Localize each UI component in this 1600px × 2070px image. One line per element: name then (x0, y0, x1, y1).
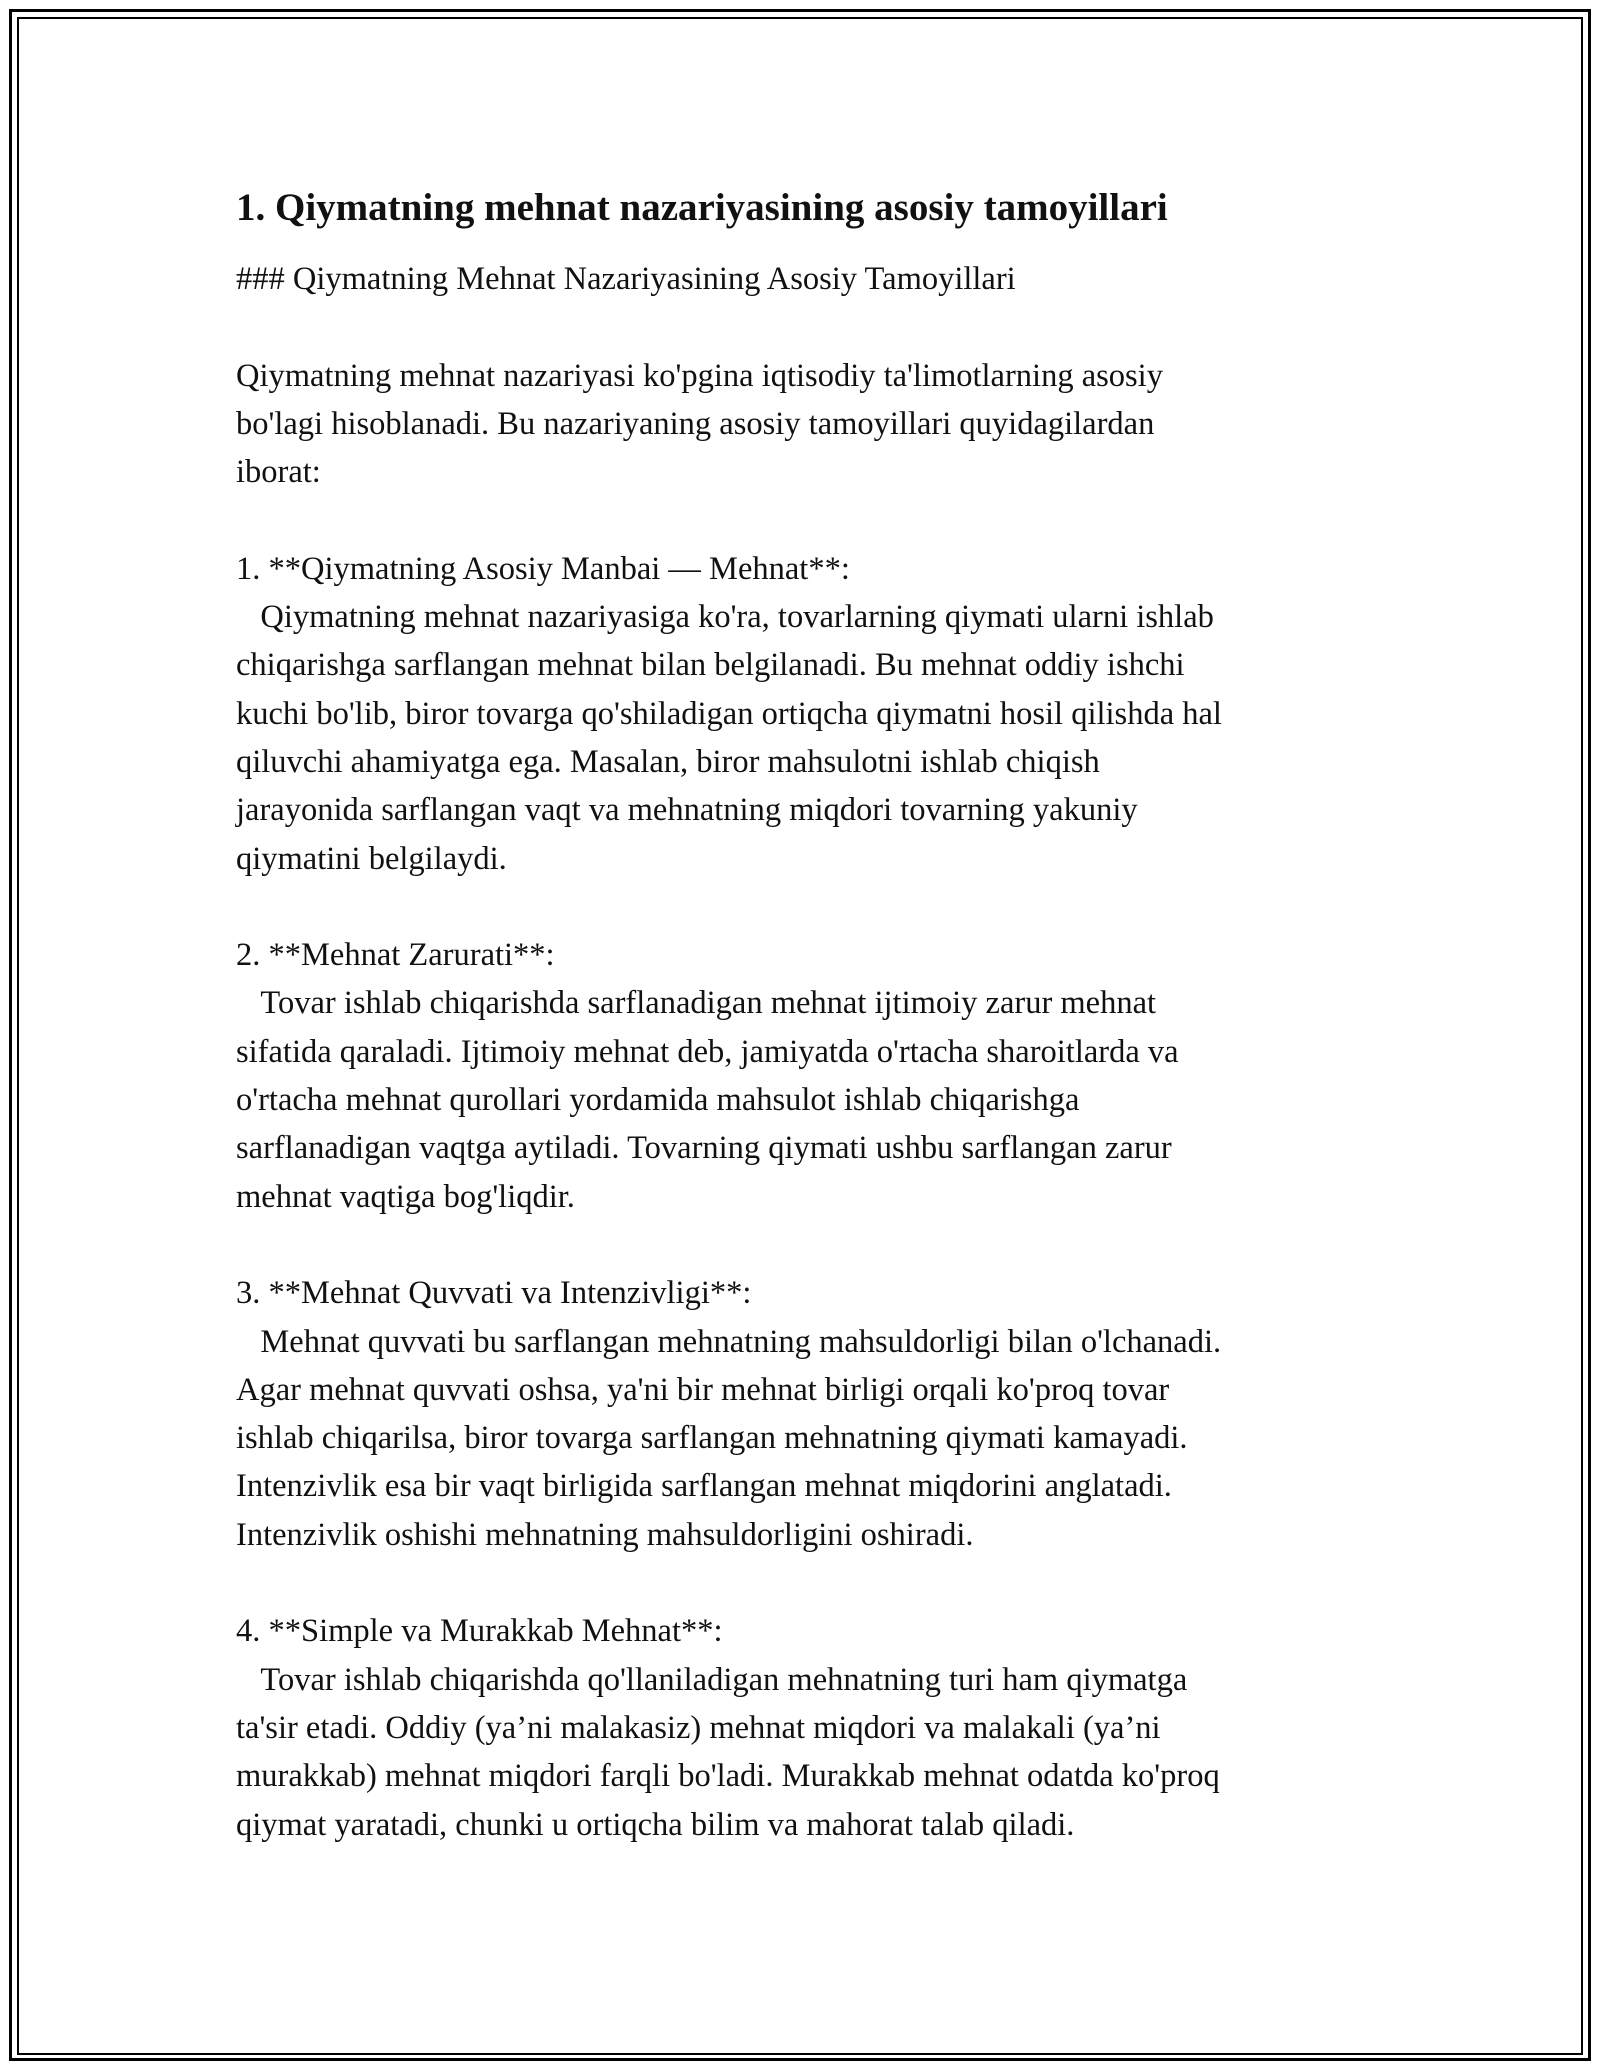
list-item (236, 545, 1366, 883)
list-item-text: Tovar ishlab chiqarishda sarflanadigan mehnat ijtimoiy zarur mehnat sifatida qaraladi. Ijtimoiy mehnat deb, jamiyatda o'rtacha sharoitlarda va o'rtacha mehnat qurollari yordamida mahsulot ishlab chiqarishga sarflanadigan vaqtga aytiladi. Tovarning qiymati ushbu sarflangan zarur mehnat vaqtiga bog'liqdir. (236, 985, 1179, 1215)
list-item-heading: 4. **Simple va Murakkab Mehnat**: (236, 1613, 723, 1650)
list-item-text: Qiymatning mehnat nazariyasiga ko'ra, tovarlarning qiymati ularni ishlab chiqarishga sarflangan mehnat bilan belgilanadi. Bu mehnat oddiy ishchi kuchi bo'lib, biror tovarga qo'shiladigan ortiqcha qiymatni hosil qilishda hal qiluvchi ahamiyatga ega. Masalan, biror mahsulotni ishlab chiqish jarayonida sarflangan vaqt va mehnatning miqdori tovarning yakuniy qiymatini belgilaydi. (236, 599, 1222, 877)
list-item-heading: 2. **Mehnat Zarurati**: (236, 937, 555, 974)
list-item (236, 1269, 1366, 1559)
list-item (236, 931, 1366, 1221)
document-title: 1. Qiymatning mehnat nazariyasining asosiy tamoyillari (236, 186, 1168, 229)
list-item (236, 1607, 1366, 1848)
intro-paragraph: Qiymatning mehnat nazariyasi ko'pgina iqtisodiy ta'limotlarning asosiy bo'lagi hisoblanadi. Bu nazariyaning asosiy tamoyillari quyidagilardan iborat: (236, 357, 1163, 491)
list-item-text: Mehnat quvvati bu sarflangan mehnatning mahsuldorligi bilan o'lchanadi. Agar mehnat quvvati oshsa, ya'ni bir mehnat birligi orqali ko'proq tovar ishlab chiqarilsa, biror tovarga sarflangan mehnatning qiymati kamayadi. Intenzivlik esa bir vaqt birligida sarflangan mehnat miqdorini anglatadi. Intenzivlik oshishi mehnatning mahsuldorligini oshiradi. (236, 1323, 1222, 1553)
markdown-subheading: ### Qiymatning Mehnat Nazariyasining Asosiy Tamoyillari (236, 261, 1016, 297)
list-item-heading: 3. **Mehnat Quvvati va Intenzivligi**: (236, 1275, 752, 1312)
list-item-text: Tovar ishlab chiqarishda qo'llaniladigan mehnatning turi ham qiymatga ta'sir etadi. Oddiy (ya’ni malakasiz) mehnat miqdori va malakali (ya’ni murakkab) mehnat miqdori farqli bo'ladi. Murakkab mehnat odatda ko'proq qiymat yaratadi, chunki u ortiqcha bilim va mahorat talab qiladi. (236, 1661, 1220, 1843)
document-content (236, 184, 1366, 1897)
list-item-heading: 1. **Qiymatning Asosiy Manbai — Mehnat**: (236, 550, 850, 587)
